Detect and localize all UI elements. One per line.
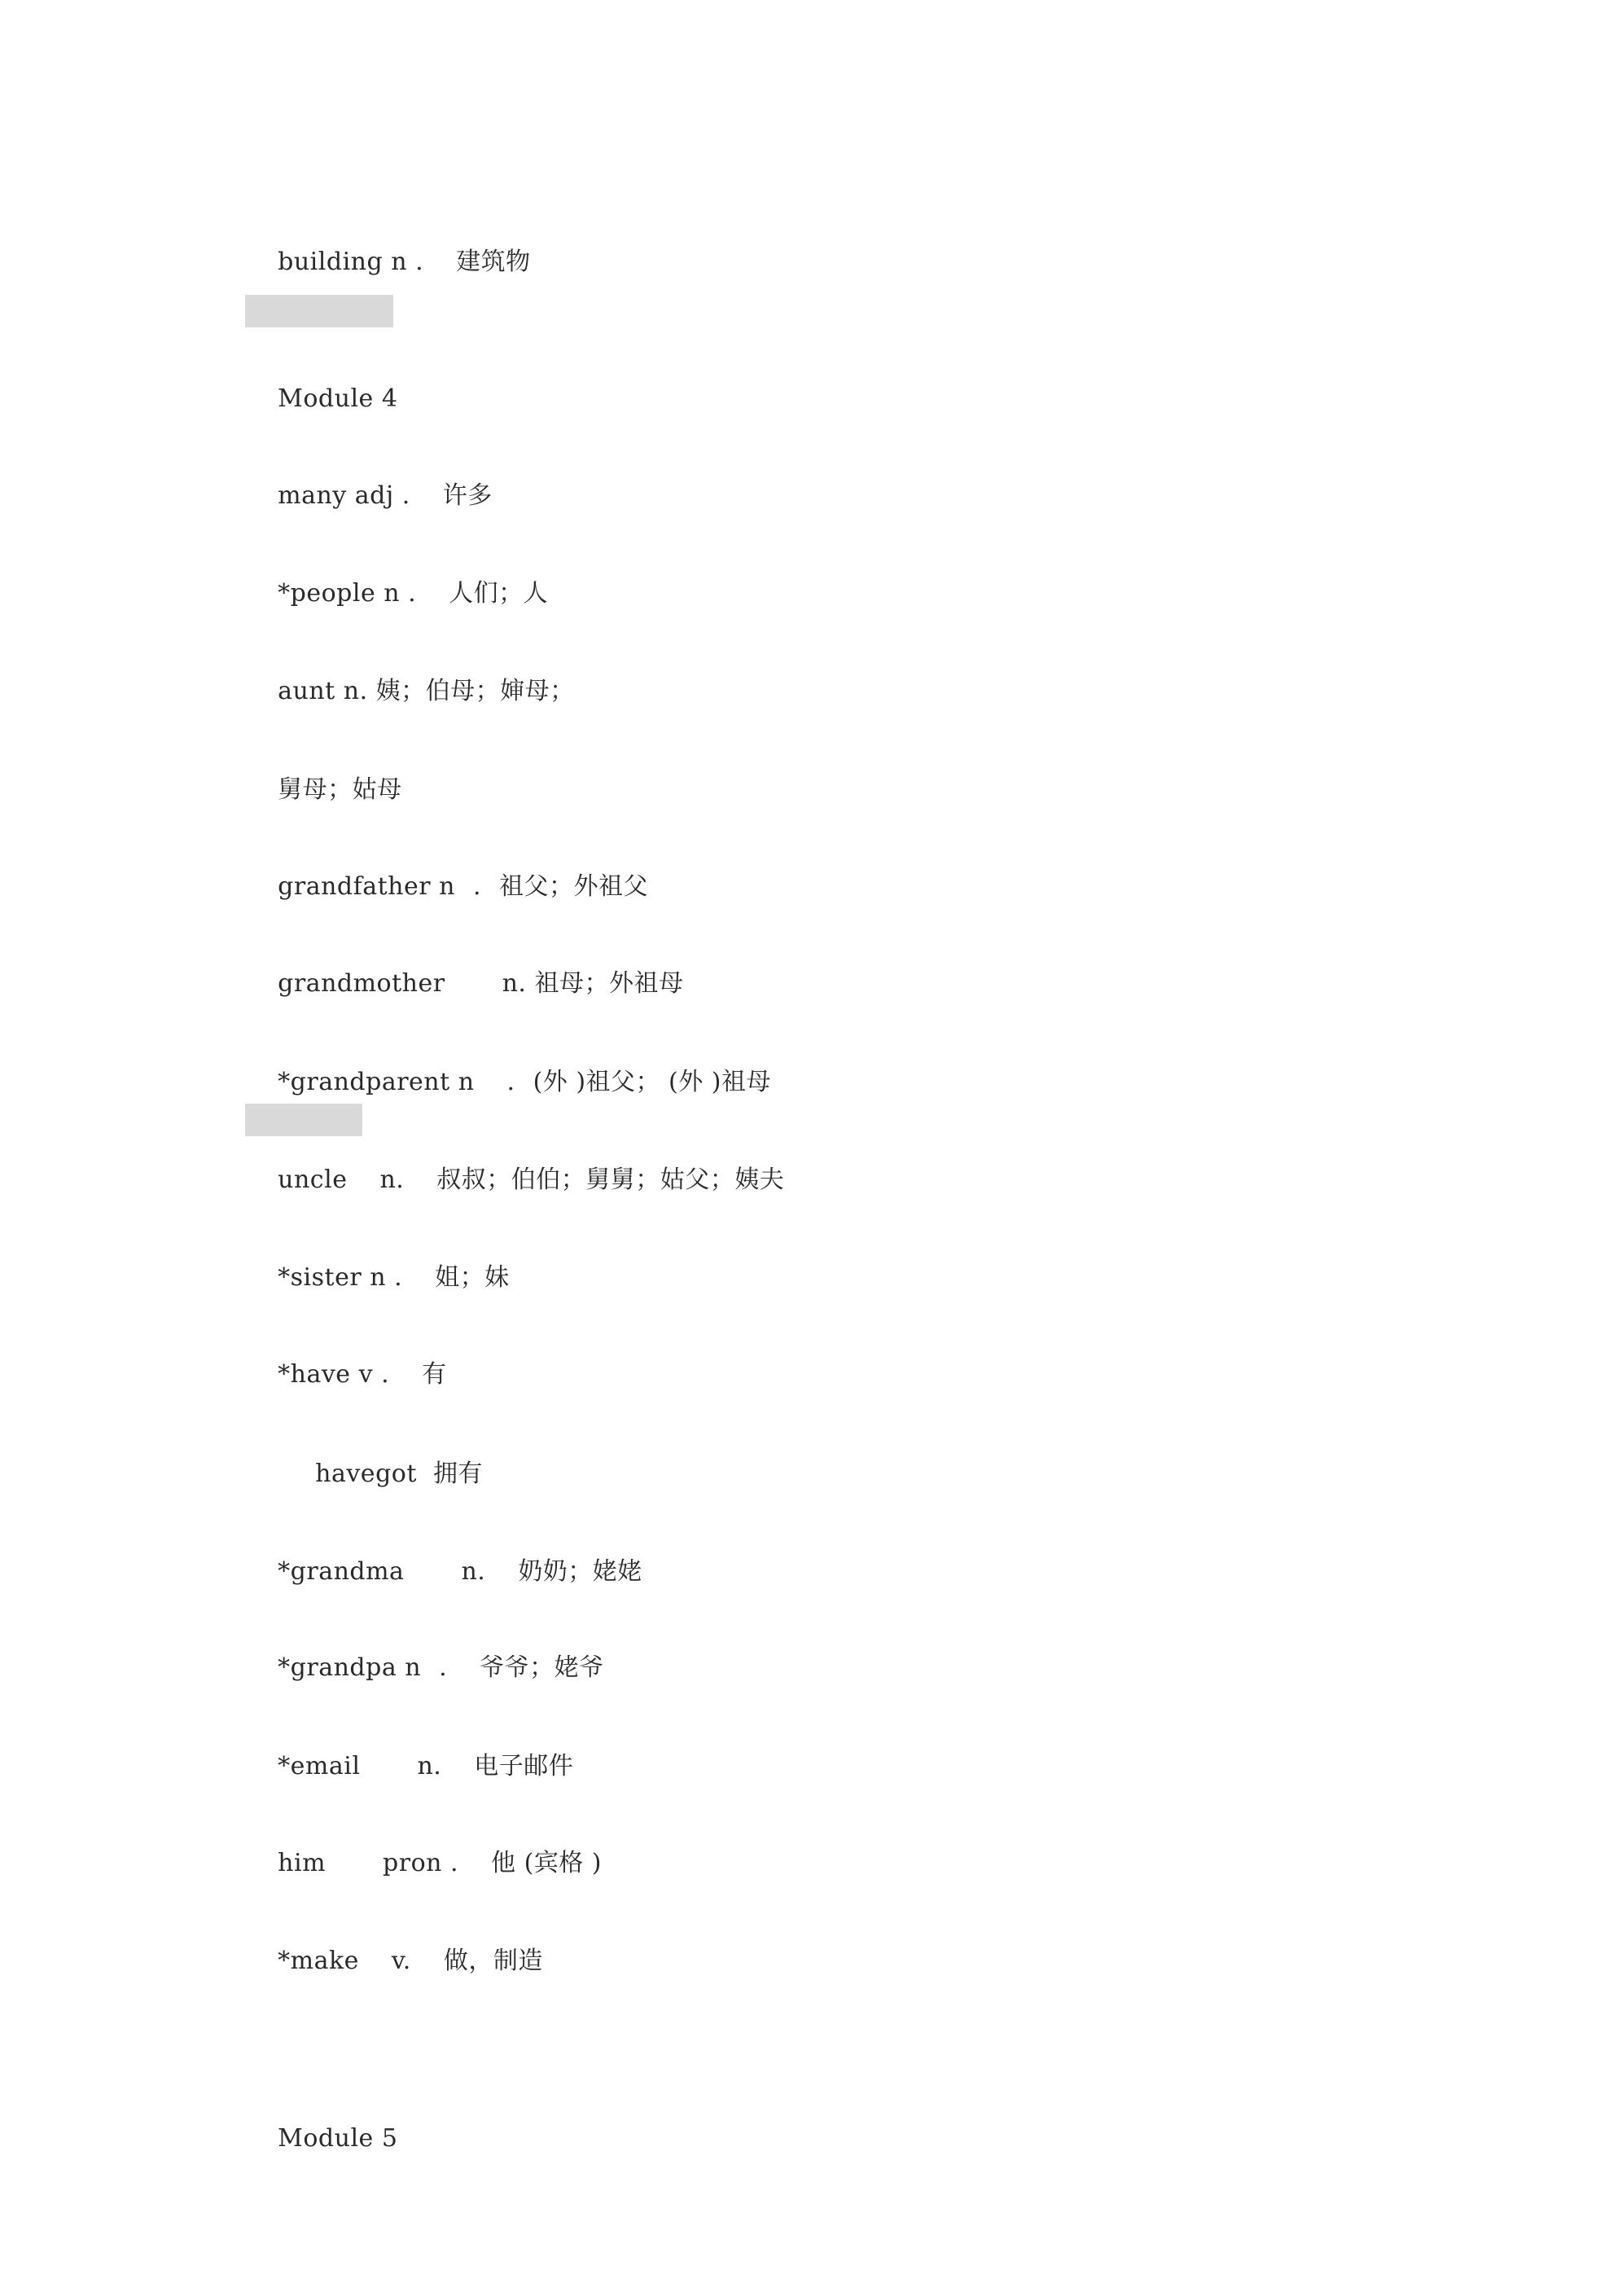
entry-meaning: 爷爷；姥爷	[480, 1653, 604, 1682]
entry-dot: .	[439, 1653, 448, 1682]
vocab-entry-grandfather	[245, 838, 648, 936]
entry-word: *grandma	[278, 1557, 405, 1586]
entry-pos: n.	[461, 1557, 486, 1586]
vocab-entry-make	[245, 1912, 543, 2010]
entry-meaning: 祖父；外祖父	[498, 872, 648, 901]
vocab-entry-grandma	[245, 1523, 642, 1621]
entry-meaning: 做，制造	[443, 1947, 543, 1975]
module-heading-5	[245, 2090, 397, 2188]
entry-meaning: 他 (宾格 )	[491, 1849, 603, 1877]
entry-text: 舅母；姑母	[278, 775, 402, 804]
entry-word: him	[278, 1849, 327, 1877]
entry-meaning: (外 )祖父； (外 )祖母	[533, 1068, 772, 1096]
entry-word: uncle	[278, 1166, 348, 1194]
vocab-entry-havegot	[283, 1425, 483, 1523]
entry-meaning: 奶奶；姥姥	[518, 1557, 642, 1586]
vocab-entry-people	[245, 545, 548, 643]
entry-pos: n.	[379, 1166, 405, 1194]
vocab-entry-aunt	[245, 643, 575, 740]
entry-word: *grandparent n	[278, 1068, 475, 1096]
entry-dot: .	[472, 872, 481, 901]
entry-pos: v.	[391, 1947, 411, 1975]
entry-word: grandfather n	[278, 872, 455, 901]
entry-meaning: 叔叔；伯伯；舅舅；姑父；姨夫	[436, 1166, 785, 1194]
entry-text: aunt n. 姨；伯母；婶母；	[278, 677, 575, 705]
entry-dot: .	[506, 1068, 515, 1096]
entry-pos: n.	[417, 1752, 442, 1780]
entry-word: *have v .	[278, 1360, 390, 1389]
entry-word: *sister n .	[278, 1263, 403, 1292]
vocab-entry-have	[245, 1326, 447, 1424]
vocab-entry-uncle	[245, 1131, 784, 1229]
entry-word: many adj .	[278, 481, 410, 510]
entry-meaning: 人们；人	[449, 579, 549, 608]
vocab-entry-many	[245, 447, 493, 545]
highlight-mark	[245, 295, 393, 327]
entry-meaning: 电子邮件	[474, 1752, 574, 1780]
entry-word: building n .	[278, 248, 424, 276]
entry-word: grandmother	[278, 969, 445, 998]
module-heading-4	[245, 350, 397, 448]
entry-word: *email	[278, 1752, 361, 1780]
entry-meaning: 许多	[442, 481, 493, 510]
module-title: Module 5	[278, 2124, 398, 2153]
entry-word: *grandpa n	[278, 1653, 422, 1682]
vocab-entry-him	[245, 1815, 602, 1912]
vocab-entry-sister	[245, 1229, 510, 1327]
entry-word: *people n .	[278, 579, 417, 608]
entry-meaning: 姐；妹	[435, 1263, 510, 1292]
entry-word: *make	[278, 1947, 359, 1975]
vocab-entry-aunt-continued	[245, 741, 402, 839]
entry-meaning: 有	[422, 1360, 447, 1389]
entry-text: havegot 拥有	[315, 1460, 483, 1488]
entry-pos: pron .	[383, 1849, 459, 1877]
vocab-entry-email	[245, 1718, 573, 1815]
entry-meaning: n. 祖母；外祖母	[502, 969, 684, 998]
vocab-entry-grandmother	[245, 935, 684, 1033]
module-title: Module 4	[278, 384, 398, 413]
vocab-entry-grandpa	[245, 1619, 604, 1717]
entry-meaning: 建筑物	[456, 248, 531, 276]
